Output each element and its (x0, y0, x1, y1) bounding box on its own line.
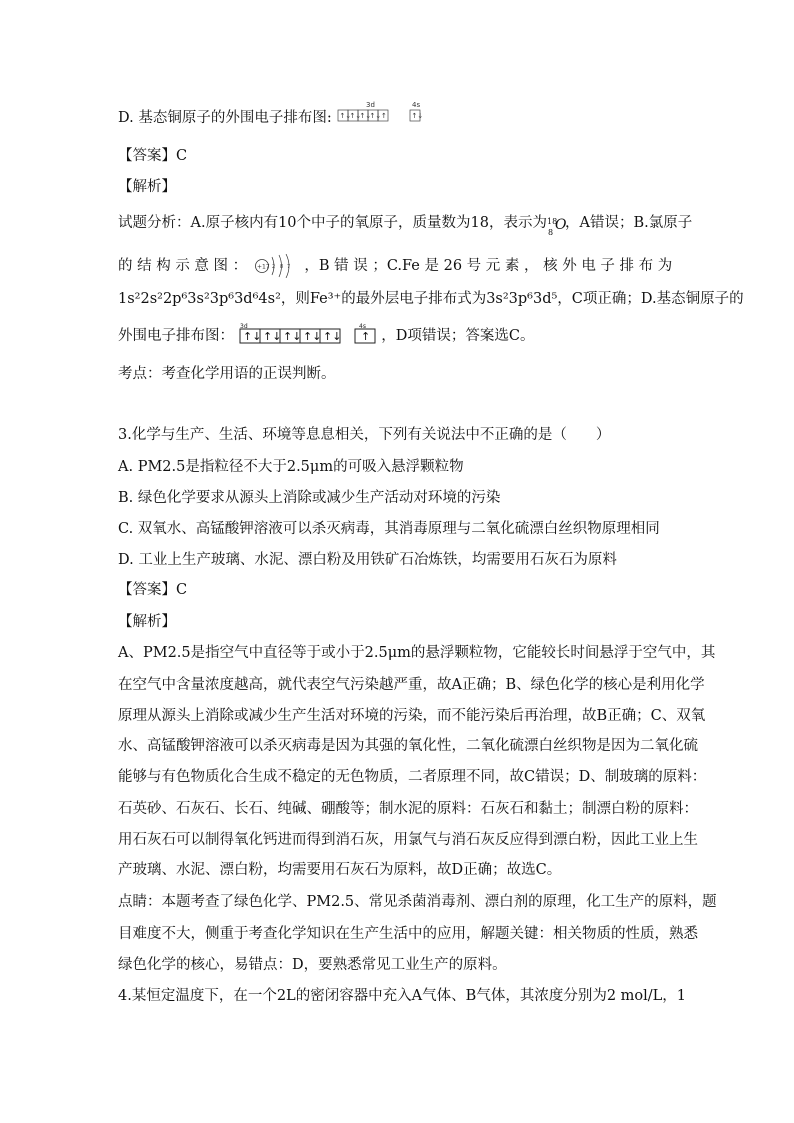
svg-text:↑↓: ↑↓ (282, 330, 302, 343)
svg-text:4s: 4s (358, 323, 366, 330)
q3-pointer-line: 目难度不大，侧重于考查化学知识在生产生活中的应用，解题关键：相关物质的性质，熟悉 (118, 926, 698, 942)
orbital-3d-label: 3d (366, 101, 376, 109)
q2-answer: 【答案】C (118, 148, 188, 164)
q3-analysis-line: 原理从源头上消除或减少生产生活对环境的污染，而不能污染后再治理，故B正确；C、双氧 (118, 708, 706, 724)
q2-analysis-title: 【解析】 (118, 179, 176, 195)
q3-answer: 【答案】C (118, 582, 188, 598)
q3-stem: 3.化学与生产、生活、环境等息息相关，下列有关说法中不正确的是（ ） (118, 427, 611, 443)
svg-text:3d: 3d (239, 323, 248, 330)
svg-text:8: 8 (279, 264, 283, 270)
q2-analysis-line-1: 试题分析：A.原子核内有10个中子的氧原子，质量数为18，表示为 18 8 O ，A错误；B.氯原子 (118, 215, 693, 237)
q3-option-b: B. 绿色化学要求从源头上消除或减少生产活动对环境的污染 (118, 490, 501, 506)
q2-analysis-line-2: 的 结 构 示 意 图 ： +17 2 8 7 ，B 错 误 ；C.Fe 是 26 号 元 素 ， 核 外 电 子 排 布 为 (118, 254, 682, 278)
q2-analysis-line-3: 1s²2s²2p⁶3s²3p⁶3d⁶4s²，则Fe³⁺的最外层电子排布式为3s²3p⁶3d⁵，C项正确；D.基态铜原子的 (118, 291, 744, 307)
svg-text:↑↓: ↑↓ (359, 112, 372, 120)
svg-text:2: 2 (271, 264, 275, 270)
q3-analysis-title: 【解析】 (118, 614, 176, 630)
q3-analysis-line: 能够与有色物质化合生成不稳定的无色物质，二者原理不同，故C错误；D、制玻璃的原料： (118, 769, 707, 785)
q4-stem: 4.某恒定温度下，在一个2L的密闭容器中充入A气体、B气体，其浓度分别为2 mol/L，1 (118, 988, 687, 1004)
svg-text:↑↓: ↑↓ (322, 330, 342, 343)
svg-text:↑: ↑ (360, 330, 370, 343)
svg-text:7: 7 (286, 264, 290, 270)
q3-option-a: A. PM2.5是指粒径不大于2.5μm的可吸入悬浮颗粒物 (118, 459, 464, 475)
q2-option-d (118, 101, 682, 128)
oxygen-nuclide-symbol: 18 8 O (546, 217, 567, 237)
q3-pointer-line: 点睛：本题考查了绿色化学、PM2.5、常见杀菌消毒剂、漂白剂的原理，化工生产的原料，题 (118, 894, 717, 910)
svg-text:↑↓: ↑↓ (411, 112, 424, 120)
svg-text:↑↓: ↑↓ (349, 112, 362, 120)
q2-option-d-text: D. 基态铜原子的外围电子排布图: (118, 110, 332, 126)
q2-kaodian: 考点：考查化学用语的正误判断。 (118, 366, 336, 382)
q3-option-c: C. 双氧水、高锰酸钾溶液可以杀灭病毒，其消毒原理与二氧化硫漂白丝织物原理相同 (118, 521, 660, 537)
q3-option-d: D. 工业上生产玻璃、水泥、漂白粉及用铁矿石冶炼铁，均需要用石灰石为原料 (118, 552, 617, 568)
q3-analysis-line: 石英砂、石灰石、长石、纯碱、硼酸等；制水泥的原料：石灰石和黏土；制漂白粉的原料： (118, 801, 698, 817)
q3-analysis-line: 产玻璃、水泥、漂白粉，均需要用石灰石为原料，故D正确；故选C。 (118, 862, 562, 878)
svg-text:↑: ↑ (381, 112, 388, 120)
chlorine-atom-structure-icon (252, 254, 300, 278)
q3-pointer-line: 绿色化学的核心，易错点：D，要熟悉常见工业生产的原料。 (118, 957, 507, 973)
q2-analysis-line-4: 外围电子排布图： 3d 4s ↑↓ ↑↓ ↑↓ ↑↓ ↑↓ ↑ ，D项错误；答案选C。 (118, 323, 535, 344)
orbital-4s-label: 4s (412, 101, 421, 109)
q3-analysis-line: 水、高锰酸钾溶液可以杀灭病毒是因为其强的氧化性，二氧化硫漂白丝织物是因为二氧化硫 (118, 738, 698, 754)
cu-orbital-diagram-analysis (239, 322, 377, 344)
q3-analysis-line: A、PM2.5是指空气中直径等于或小于2.5μm的悬浮颗粒物，它能较长时间悬浮于空气中，其 (118, 645, 716, 661)
svg-text:+17: +17 (256, 263, 270, 271)
q3-analysis-line: 用石灰石可以制得氧化钙进而得到消石灰，用氯气与消石灰反应得到漂白粉，因此工业上生 (118, 832, 698, 848)
q3-analysis-line: 在空气中含量浓度越高，就代表空气污染越严重，故A正确；B、绿色化学的核心是利用化学 (118, 677, 705, 693)
cu-orbital-diagram (336, 100, 426, 126)
svg-text:↑↓: ↑↓ (242, 330, 262, 343)
svg-text:↑↓: ↑↓ (262, 330, 282, 343)
svg-text:↑↓: ↑↓ (302, 330, 322, 343)
svg-text:↑↓: ↑↓ (339, 112, 352, 120)
svg-text:↑↓: ↑↓ (369, 112, 382, 120)
